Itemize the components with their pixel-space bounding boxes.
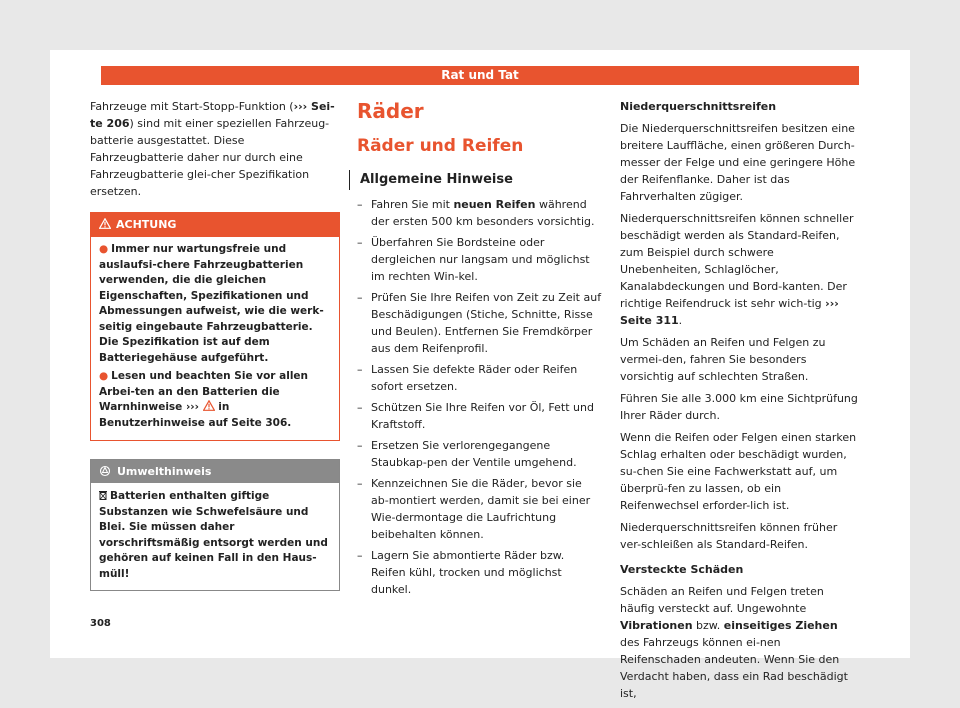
column-middle <box>357 100 602 602</box>
warning-triangle-icon <box>203 400 215 411</box>
page-number: 308 <box>90 618 111 629</box>
column-right <box>620 98 858 707</box>
paragraph: Niederquerschnittsreifen können früher ver-schleißen als Standard-Reifen. <box>620 521 838 551</box>
section-header: Rat und Tat <box>101 66 859 85</box>
environment-title: Umwelthinweis <box>117 465 212 478</box>
warning-item: ● Immer nur wartungsfreie und auslaufsi-chere Fahrzeugbatterien verwenden, die die gleichen Eigenschaften, Spezifikationen und Abmessungen aufweist, wie die werk-seitig eingebaute Fahrzeugbatterie. Die Spezifikation ist auf dem Batteriegehäuse aufgeführt. <box>99 243 324 364</box>
trash-bin-icon <box>99 490 107 500</box>
paragraph: Wenn die Reifen oder Felgen einen starken Schlag erhalten oder beschädigt wurden, su-chen Sie eine Fachwerkstatt auf, um überprü-fen zu lassen, ob ein Reifenwechsel erforder-lich ist. <box>620 431 857 512</box>
subheading-hidden-damage: Versteckte Schäden <box>620 563 744 576</box>
warning-box <box>90 212 340 441</box>
subsection-heading <box>349 170 602 190</box>
list-item: – Kennzeichnen Sie die Räder, bevor sie ab-montiert werden, damit sie bei einer Wie-dermontage die Laufrichtung beibehalten können. <box>357 475 602 543</box>
paragraph: Die Niederquerschnittsreifen besitzen eine breitere Lauffläche, einen größeren Durch-messer der Felge und eine geringere Höhe der Reifenflanke. Daher ist das Fahrverhalten zügiger. <box>620 122 856 203</box>
warning-item-reference[interactable]: in Benutzerhinweise auf Seite 306. <box>99 401 292 429</box>
warning-item: ● Lesen und beachten Sie vor allen Arbei-ten an den Batterien die Warnhinweise ››› in Benutzerhinweise auf Seite 306. <box>99 370 309 429</box>
paragraph: Niederquerschnittsreifen können schneller beschädigt werden als Standard-Reifen, zum Beispiel durch schwere Unebenheiten, Schlaglöcher, Kanalabdeckungen und Bord-kanten. Der richtige Reifendruck ist sehr wich-tig ››› Seite 311. <box>620 212 854 327</box>
list-item: – Schützen Sie Ihre Reifen vor Öl, Fett und Kraftstoff. <box>357 399 602 433</box>
list-item: – Lagern Sie abmontierte Räder bzw. Reifen kühl, trocken und möglichst dunkel. <box>357 547 602 598</box>
column-left <box>90 98 340 591</box>
warning-item-text: Immer nur wartungsfreie und auslaufsi-chere Fahrzeugbatterien verwenden, die die gleichen Eigenschaften, Spezifikationen und Abmessungen aufweist, wie die werk-seitig eingebaute Fahrzeugbatterie. Die Spezifikation ist auf dem Batteriegehäuse aufgeführt. <box>99 243 324 364</box>
recycle-icon <box>99 465 111 477</box>
warning-title: ACHTUNG <box>116 218 177 231</box>
page-reference-link[interactable]: ››› Seite 311 <box>620 297 839 327</box>
page-reference-link[interactable]: ››› Sei-te 206 <box>90 100 335 130</box>
paragraph: Um Schäden an Reifen und Felgen zu vermei-den, fahren Sie besonders vorsichtig auf schlechten Straßen. <box>620 336 826 383</box>
paragraph: Schäden an Reifen und Felgen treten häufig versteckt auf. Ungewohnte Vibrationen bzw. einseitiges Ziehen des Fahrzeugs können ei-nen Reifenschaden andeuten. Wenn Sie den Verdacht haben, dass ein Rad beschädigt ist, <box>620 585 848 700</box>
environment-text: Batterien enthalten giftige Substanzen wie Schwefelsäure und Blei. Sie müssen daher vorschriftsmäßig entsorgt werden und gehören auf keinen Fall in den Haus-müll! <box>99 490 328 580</box>
chapter-title: Räder <box>357 99 424 123</box>
hint-list <box>357 196 602 598</box>
intro-paragraph <box>90 98 340 200</box>
warning-item-text: Lesen und beachten Sie vor allen Arbei-ten an den Batterien die Warnhinweise ››› <box>99 370 309 413</box>
environment-box <box>90 459 340 591</box>
intro-text-2: ) sind mit einer speziellen Fahrzeug-batterie ausgestattet. Diese Fahrzeugbatterie daher nur durch eine Fahrzeugbatterie glei-cher Spezifikation ersetzen. <box>90 117 330 198</box>
subsection-title: Allgemeine Hinweise <box>360 172 513 187</box>
warning-triangle-icon <box>99 218 111 229</box>
subheading-low-profile: Niederquerschnittsreifen <box>620 100 777 113</box>
list-item: – Fahren Sie mit neuen Reifen während der ersten 500 km besonders vorsichtig. <box>357 196 602 230</box>
list-item: – Überfahren Sie Bordsteine oder dergleichen nur langsam und möglichst im rechten Win-kel. <box>357 234 602 285</box>
list-item: – Ersetzen Sie verlorengegangene Staubkap-pen der Ventile umgehend. <box>357 437 602 471</box>
warning-header <box>91 212 339 237</box>
environment-header <box>91 460 339 483</box>
paragraph: Führen Sie alle 3.000 km eine Sichtprüfung Ihrer Räder durch. <box>620 392 858 422</box>
intro-text-1: Fahrzeuge mit Start-Stopp-Funktion ( <box>90 100 294 113</box>
section-title: Räder und Reifen <box>357 136 524 156</box>
list-item: – Lassen Sie defekte Räder oder Reifen sofort ersetzen. <box>357 361 602 395</box>
list-item: – Prüfen Sie Ihre Reifen von Zeit zu Zeit auf Beschädigungen (Stiche, Schnitte, Risse und Beulen). Entfernen Sie Fremdkörper aus dem Reifenprofil. <box>357 289 602 357</box>
warning-body <box>91 237 339 440</box>
environment-body <box>91 483 339 590</box>
